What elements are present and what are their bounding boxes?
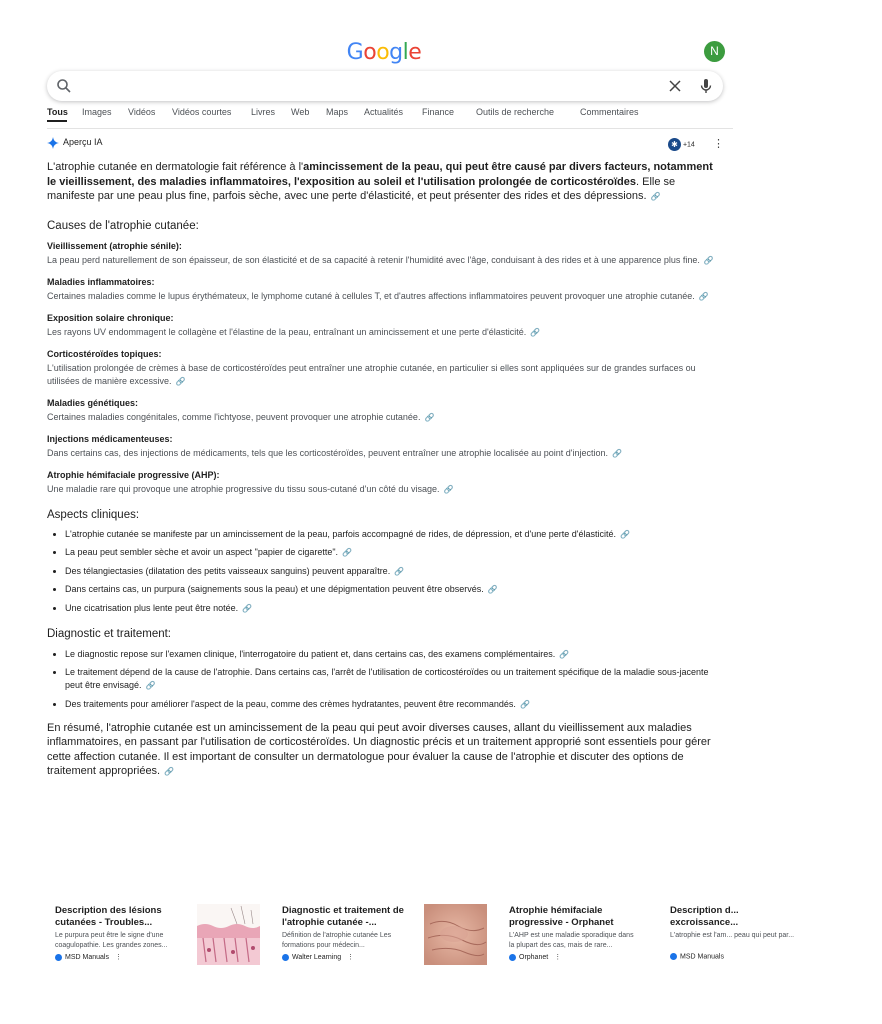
ai-overview-label: Aperçu IA <box>63 137 103 148</box>
source-name: Orphanet <box>519 954 549 961</box>
more-options-icon[interactable]: ⋮ <box>347 954 355 961</box>
source-name: Walter Learning <box>292 954 342 961</box>
logo-letter: e <box>408 40 422 65</box>
list-item-text: Le diagnostic repose sur l'examen clinique, l'interrogatoire du patient et, dans certains cas, des examens complémentaires. <box>65 648 556 659</box>
cause-text: Certaines maladies congénitales, comme l'ichtyose, peuvent provoquer une atrophie cutanée. <box>47 411 421 422</box>
cause-text-wrap <box>47 326 717 339</box>
list-item-text: L'atrophie cutanée se manifeste par un amincissement de la peau, parfois accompagné de rides, de dépression, et d'une perte d'élasticité. <box>65 528 616 539</box>
more-options-icon[interactable]: ⋮ <box>713 138 724 150</box>
link-icon[interactable]: 🔗 <box>487 585 498 594</box>
ai-overview-body <box>47 160 717 780</box>
cause-title: Injections médicamenteuses: <box>47 433 173 444</box>
cause-item <box>47 313 717 339</box>
link-icon[interactable]: 🔗 <box>394 566 405 576</box>
site-favicon-icon <box>670 953 677 960</box>
skin-layers-diagram-thumbnail <box>197 904 260 965</box>
cause-item <box>47 241 717 267</box>
link-icon[interactable]: 🔗 <box>242 603 253 613</box>
list-item <box>65 602 717 615</box>
cause-title: Maladies génétiques: <box>47 397 139 408</box>
cause-title: Exposition solaire chronique: <box>47 312 174 323</box>
more-options-icon[interactable]: ⋮ <box>554 954 562 961</box>
clinical-heading: Aspects cliniques: <box>47 508 140 521</box>
list-item-text: Le traitement dépend de la cause de l'atrophie. Dans certains cas, l'arrêt de l'utilisation de corticostéroïdes ou un traitement spécifique de la maladie sous-jacente peut être envisagé. <box>65 667 709 690</box>
tab-videos[interactable]: Vidéos <box>128 107 156 117</box>
source-card-snippet: L'AHP est une maladie sporadique dans la plupart des cas, mais de rare... <box>509 932 634 949</box>
summary-paragraph <box>47 721 717 780</box>
more-options-icon[interactable]: ⋮ <box>114 954 122 961</box>
link-icon[interactable]: 🔗 <box>703 255 714 265</box>
tab-tous[interactable]: Tous <box>47 107 68 117</box>
logo-letter: g <box>389 40 403 65</box>
search-bar <box>47 71 723 101</box>
link-icon[interactable]: 🔗 <box>164 767 175 776</box>
intro-paragraph <box>47 160 717 205</box>
cause-item <box>47 398 717 424</box>
tab-commentaires[interactable]: Commentaires <box>580 107 639 117</box>
list-item-text: Dans certains cas, un purpura (saignements sous la peau) et une dépigmentation peuvent être observés. <box>65 584 484 594</box>
cause-item <box>47 349 717 388</box>
search-icon[interactable] <box>56 78 72 94</box>
link-icon[interactable]: 🔗 <box>559 649 570 659</box>
link-icon[interactable]: 🔗 <box>519 699 530 709</box>
link-icon[interactable]: 🔗 <box>698 291 709 301</box>
cause-text: L'utilisation prolongée de crèmes à base de corticostéroïdes peut entraîner une atrophie cutanée, en particulier si elles sont appliquées sur de grandes surfaces ou utilisées de manière excessive. <box>47 362 696 386</box>
cause-text-wrap <box>47 362 717 388</box>
tabs-divider <box>47 128 733 129</box>
list-item <box>65 666 717 692</box>
site-favicon-icon <box>55 954 62 961</box>
list-item <box>65 648 717 661</box>
cause-text: Dans certains cas, des injections de médicaments, tels que les corticostéroïdes, peuvent entraîner une atrophie localisée au point d'injection. <box>47 447 609 458</box>
list-item <box>65 528 717 541</box>
source-card-source <box>282 953 354 961</box>
list-item <box>65 546 717 559</box>
microphone-icon[interactable] <box>697 77 715 95</box>
link-icon[interactable]: 🔗 <box>443 484 454 494</box>
link-icon[interactable]: 🔗 <box>530 327 541 337</box>
diagnostic-heading: Diagnostic et traitement: <box>47 627 172 640</box>
source-name: MSD Manuals <box>65 954 109 961</box>
tab-maps[interactable]: Maps <box>326 107 349 117</box>
list-item-text: Une cicatrisation plus lente peut être notée. <box>65 602 239 613</box>
source-card-title[interactable]: Description d... excroissance... <box>670 905 739 928</box>
link-icon[interactable]: 🔗 <box>650 192 661 201</box>
sparkle-icon <box>47 137 59 149</box>
tab-livres[interactable]: Livres <box>251 107 276 117</box>
source-card-snippet: L'atrophie est l'am... peau qui peut par... <box>670 932 795 939</box>
logo-letter: o <box>376 40 390 65</box>
site-favicon-icon <box>282 954 289 961</box>
source-cards-carousel <box>47 896 795 976</box>
cause-title: Maladies inflammatoires: <box>47 276 155 287</box>
cause-text-wrap <box>47 290 717 303</box>
logo-letter: G <box>346 40 364 65</box>
source-card[interactable] <box>662 896 882 976</box>
ai-overview-header <box>47 137 103 149</box>
link-icon[interactable]: 🔗 <box>620 529 630 539</box>
search-input[interactable] <box>79 76 643 98</box>
cause-text-wrap <box>47 447 717 460</box>
skin-photo-thumbnail <box>424 904 487 965</box>
tab-images[interactable]: Images <box>82 107 112 117</box>
list-item <box>65 698 717 711</box>
cause-text: Une maladie rare qui provoque une atrophie progressive du tissu sous-cutané d'un côté du visage. <box>47 483 440 494</box>
cause-title: Atrophie hémifaciale progressive (AHP): <box>47 469 220 480</box>
source-card-source <box>670 953 724 960</box>
cause-text-wrap <box>47 483 717 496</box>
cause-item <box>47 277 717 303</box>
link-icon[interactable]: 🔗 <box>175 376 186 386</box>
link-icon[interactable]: 🔗 <box>342 548 353 557</box>
sources-count: +14 <box>682 141 695 149</box>
active-tab-indicator <box>47 120 67 122</box>
source-card-source <box>509 953 561 961</box>
logo-letter: l <box>402 40 409 65</box>
intro-text: L'atrophie cutanée en dermatologie fait référence à l' <box>47 161 304 173</box>
tab-finance[interactable]: Finance <box>422 107 455 117</box>
tab-actualites[interactable]: Actualités <box>364 107 404 117</box>
link-icon[interactable]: 🔗 <box>145 681 156 690</box>
source-card-title[interactable]: Description des lésions cutanées - Troubles... <box>55 905 162 928</box>
cause-text-wrap <box>47 411 717 424</box>
site-favicon-icon <box>509 954 516 961</box>
clear-icon[interactable] <box>667 78 683 94</box>
sources-badge[interactable] <box>668 138 695 151</box>
tab-outils-de-recherche[interactable]: Outils de recherche <box>476 107 555 117</box>
source-card[interactable] <box>47 896 267 976</box>
cause-text: Certaines maladies comme le lupus érythémateux, le lymphome cutané à cellules T, et d'autres affections inflammatoires peuvent provoquer une atrophie cutanée. <box>47 290 695 301</box>
cause-item <box>47 470 717 496</box>
clinical-list <box>47 528 717 615</box>
source-card-source <box>55 953 122 961</box>
tab-web[interactable]: Web <box>291 107 310 117</box>
source-card-title[interactable]: Atrophie hémifaciale progressive - Orphanet <box>509 905 614 928</box>
source-card[interactable] <box>274 896 494 976</box>
list-item <box>65 583 717 596</box>
account-avatar[interactable]: N <box>704 41 725 62</box>
link-icon[interactable]: 🔗 <box>424 412 435 422</box>
cause-text: La peau perd naturellement de son épaisseur, de son élasticité et de sa capacité à retenir l'humidité avec l'âge, conduisant à des rides et à une apparence plus fine. <box>47 254 700 265</box>
source-card-title[interactable]: Diagnostic et traitement de l'atrophie cutanée -... <box>282 905 404 928</box>
list-item <box>65 565 717 578</box>
source-card-snippet: Définition de l'atrophie cutanée Les formations pour médecin... <box>282 932 392 949</box>
google-logo[interactable] <box>0 40 768 65</box>
intro-text: . Elle se manifeste par une peau plus fine, parfois sèche, avec une perte d'élasticité, et peut présenter des rides et des dépressions. <box>47 175 676 202</box>
cause-text-wrap <box>47 254 717 267</box>
cause-title: Corticostéroïdes topiques: <box>47 348 162 359</box>
diagnostic-list <box>47 648 717 711</box>
tab-videos-courtes[interactable]: Vidéos courtes <box>172 107 232 117</box>
cause-item <box>47 434 717 460</box>
cause-text: Les rayons UV endommagent le collagène et l'élastine de la peau, entraînant un amincissement et une perte d'élasticité. <box>47 326 527 337</box>
source-favicon-icon: ✱ <box>668 138 681 151</box>
causes-heading: Causes de l'atrophie cutanée: <box>47 219 199 232</box>
source-name: MSD Manuals <box>680 953 724 961</box>
intro-bold: amincissement de la peau, qui peut être causé par divers facteurs, notamment le vieillissement, des maladies inflammatoires, l'exposition au soleil et l'utilisation prolongée de corticostéroïdes <box>47 161 713 188</box>
list-item-text: Des télangiectasies (dilatation des petits vaisseaux sanguins) peuvent apparaître. <box>65 565 391 576</box>
list-item-text: Des traitements pour améliorer l'aspect de la peau, comme des crèmes hydratantes, peuvent être recommandés. <box>65 698 516 709</box>
summary-text: En résumé, l'atrophie cutanée est un amincissement de la peau qui peut avoir diverses causes, allant du vieillissement aux maladies inflammatoires, en passant par l'utilisation de corticostéroïdes. Un diagnostic précis et un traitement approprié sont essentiels pour gérer cette affection cutanée. Il est important de consulter un dermatologue pour évaluer la cause de l'atrophie et discuter des options de traitement appropriées. <box>47 721 711 777</box>
cause-title: Vieillissement (atrophie sénile): <box>47 240 182 251</box>
logo-letter: o <box>363 40 377 65</box>
link-icon[interactable]: 🔗 <box>612 448 623 458</box>
list-item-text: La peau peut sembler sèche et avoir un aspect "papier de cigarette". <box>65 547 339 557</box>
source-card-snippet: Le purpura peut être le signe d'une coagulopathie. Les grandes zones... <box>55 932 168 949</box>
